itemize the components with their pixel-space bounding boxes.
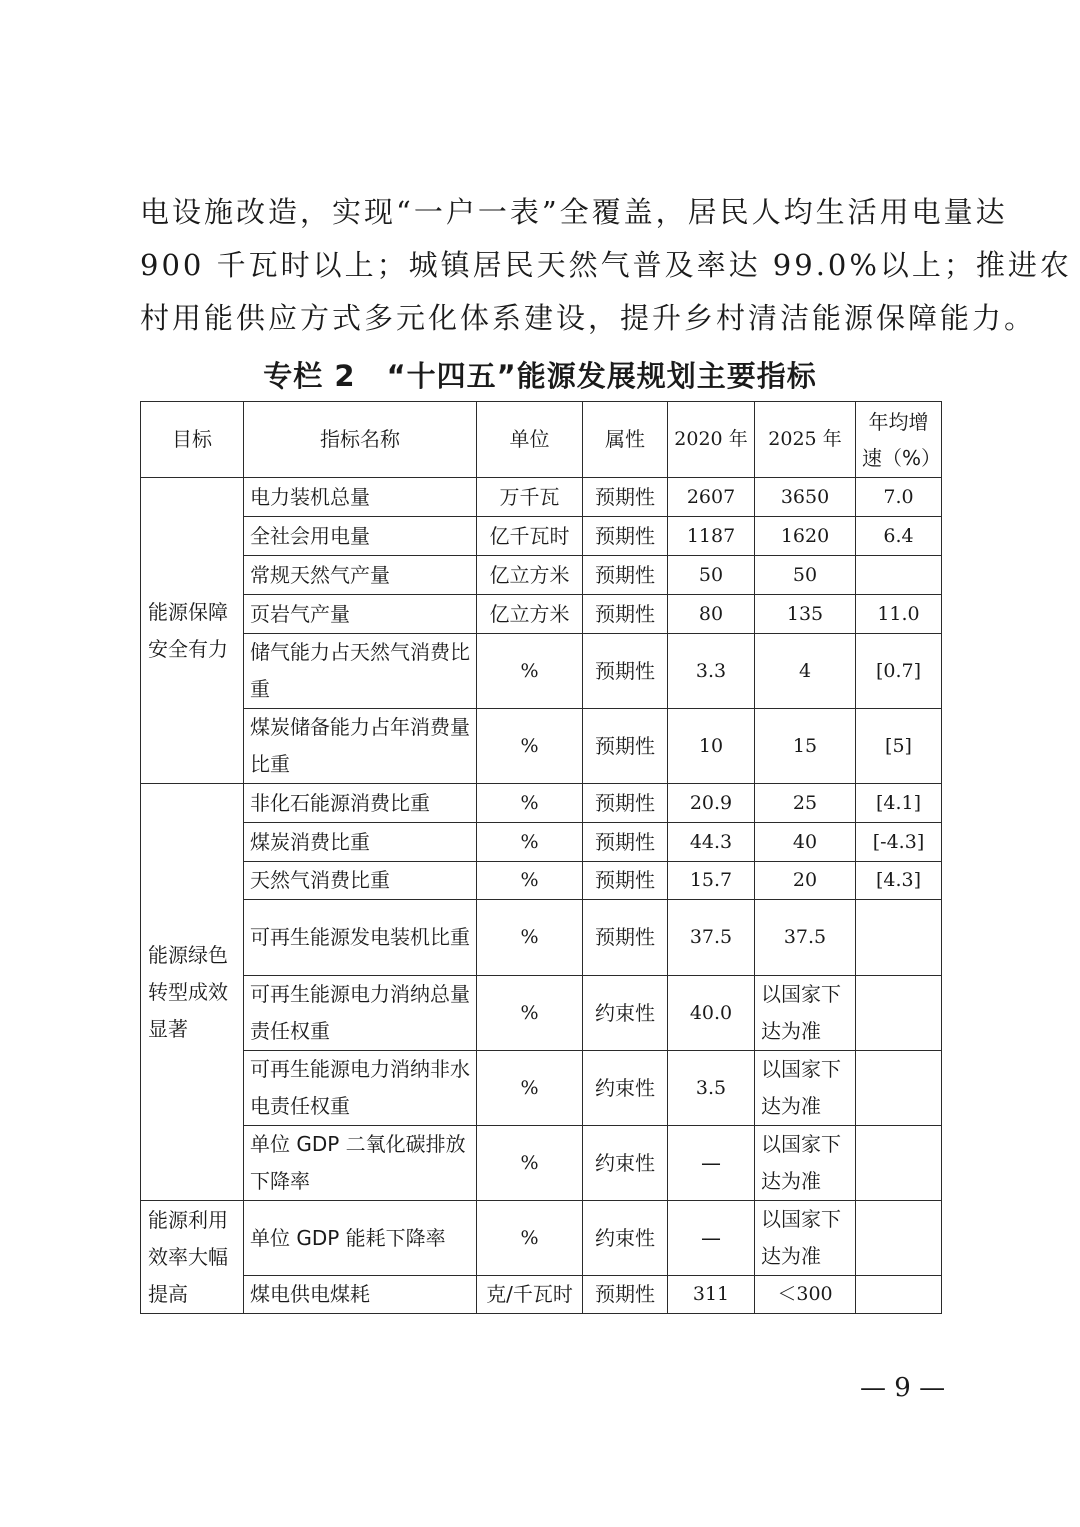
- value-2025: 以国家下达为准: [755, 976, 856, 1051]
- value-2025: 40: [755, 823, 856, 862]
- indicator-attr: 预期性: [583, 517, 668, 556]
- table-row: [141, 634, 942, 709]
- value-2025: 50: [755, 556, 856, 595]
- indicator-attr: 约束性: [583, 1201, 668, 1276]
- indicator-name: 煤炭消费比重: [244, 823, 477, 862]
- value-growth: [856, 556, 942, 595]
- value-2020: 15.7: [668, 862, 755, 900]
- value-growth: [4.3]: [856, 862, 942, 900]
- value-2020: 44.3: [668, 823, 755, 862]
- table-row: [141, 1201, 942, 1276]
- paragraph-line: 村用能供应方式多元化体系建设，提升乡村清洁能源保障能力。: [140, 301, 1037, 335]
- value-2025: 135: [755, 595, 856, 634]
- value-2020: 37.5: [668, 900, 755, 976]
- header-unit: 单位: [477, 402, 583, 478]
- value-2020: 3.3: [668, 634, 755, 709]
- indicator-attr: 预期性: [583, 556, 668, 595]
- indicator-name: 常规天然气产量: [244, 556, 477, 595]
- table-row: [141, 709, 942, 784]
- value-2025: 4: [755, 634, 856, 709]
- value-growth: [856, 976, 942, 1051]
- value-2025: 25: [755, 784, 856, 823]
- indicator-attr: 预期性: [583, 634, 668, 709]
- value-growth: [5]: [856, 709, 942, 784]
- value-2020: 80: [668, 595, 755, 634]
- value-2020: —: [668, 1126, 755, 1201]
- value-2020: 10: [668, 709, 755, 784]
- indicator-unit: %: [477, 823, 583, 862]
- indicator-attr: 预期性: [583, 823, 668, 862]
- value-2025: 以国家下达为准: [755, 1126, 856, 1201]
- indicator-name: 非化石能源消费比重: [244, 784, 477, 823]
- table-title-text: “十四五”能源发展规划主要指标: [386, 359, 817, 393]
- value-2020: —: [668, 1201, 755, 1276]
- group-label: 能源保障安全有力: [141, 478, 244, 784]
- value-2020: 2607: [668, 478, 755, 517]
- indicator-name: 可再生能源发电装机比重: [244, 900, 477, 976]
- indicator-attr: 预期性: [583, 784, 668, 823]
- value-growth: [856, 1276, 942, 1314]
- header-attr: 属性: [583, 402, 668, 478]
- table-row: [141, 900, 942, 976]
- indicator-unit: 亿立方米: [477, 556, 583, 595]
- indicator-name: 全社会用电量: [244, 517, 477, 556]
- header-2025: 2025 年: [755, 402, 856, 478]
- table-row: [141, 517, 942, 556]
- indicator-attr: 约束性: [583, 976, 668, 1051]
- indicator-attr: 预期性: [583, 478, 668, 517]
- value-2020: 50: [668, 556, 755, 595]
- table-row: [141, 1051, 942, 1126]
- value-growth: [856, 1051, 942, 1126]
- table-header-row: [141, 402, 942, 478]
- value-2020: 311: [668, 1276, 755, 1314]
- paragraph-line: 900 千瓦时以上；城镇居民天然气普及率达 99.0%以上；推进农: [140, 248, 1072, 282]
- value-growth: 11.0: [856, 595, 942, 634]
- value-2020: 3.5: [668, 1051, 755, 1126]
- indicator-unit: %: [477, 1126, 583, 1201]
- table-row: [141, 976, 942, 1051]
- indicator-unit: %: [477, 976, 583, 1051]
- header-growth: 年均增速（%）: [856, 402, 942, 478]
- header-2020: 2020 年: [668, 402, 755, 478]
- indicator-name: 电力装机总量: [244, 478, 477, 517]
- indicator-name: 页岩气产量: [244, 595, 477, 634]
- value-2025: 1620: [755, 517, 856, 556]
- value-growth: 7.0: [856, 478, 942, 517]
- value-2020: 40.0: [668, 976, 755, 1051]
- indicator-unit: %: [477, 862, 583, 900]
- indicator-unit: %: [477, 709, 583, 784]
- energy-indicators-table: [140, 401, 942, 1314]
- indicator-unit: 克/千瓦时: [477, 1276, 583, 1314]
- table-row: [141, 1126, 942, 1201]
- value-growth: [856, 900, 942, 976]
- value-growth: [0.7]: [856, 634, 942, 709]
- value-2025: 15: [755, 709, 856, 784]
- value-2025: 以国家下达为准: [755, 1051, 856, 1126]
- paragraph-line: 电设施改造，实现“一户一表”全覆盖，居民人均生活用电量达: [140, 195, 1008, 229]
- indicator-name: 可再生能源电力消纳非水电责任权重: [244, 1051, 477, 1126]
- table-row: [141, 823, 942, 862]
- table-row: [141, 784, 942, 823]
- indicator-name: 可再生能源电力消纳总量责任权重: [244, 976, 477, 1051]
- group-label: 能源绿色转型成效显著: [141, 784, 244, 1201]
- indicator-attr: 约束性: [583, 1126, 668, 1201]
- value-growth: [856, 1201, 942, 1276]
- table-row: [141, 1276, 942, 1314]
- value-growth: [-4.3]: [856, 823, 942, 862]
- value-growth: [4.1]: [856, 784, 942, 823]
- value-2025: 3650: [755, 478, 856, 517]
- table-title-column: 专栏 2: [263, 359, 356, 393]
- indicator-attr: 预期性: [583, 1276, 668, 1314]
- table-row: [141, 595, 942, 634]
- indicator-name: 单位 GDP 二氧化碳排放下降率: [244, 1126, 477, 1201]
- value-2020: 1187: [668, 517, 755, 556]
- indicator-unit: 亿千瓦时: [477, 517, 583, 556]
- indicator-attr: 约束性: [583, 1051, 668, 1126]
- indicator-unit: 亿立方米: [477, 595, 583, 634]
- group-label: 能源利用效率大幅提高: [141, 1201, 244, 1314]
- table-row: [141, 862, 942, 900]
- indicator-name: 煤炭储备能力占年消费量比重: [244, 709, 477, 784]
- indicator-unit: %: [477, 784, 583, 823]
- indicator-unit: 万千瓦: [477, 478, 583, 517]
- indicator-attr: 预期性: [583, 595, 668, 634]
- indicator-name: 单位 GDP 能耗下降率: [244, 1201, 477, 1276]
- indicator-name: 煤电供电煤耗: [244, 1276, 477, 1314]
- indicator-unit: %: [477, 900, 583, 976]
- indicator-name: 储气能力占天然气消费比重: [244, 634, 477, 709]
- indicator-unit: %: [477, 634, 583, 709]
- value-2025: ＜300: [755, 1276, 856, 1314]
- value-2025: 以国家下达为准: [755, 1201, 856, 1276]
- value-growth: [856, 1126, 942, 1201]
- value-2020: 20.9: [668, 784, 755, 823]
- value-2025: 20: [755, 862, 856, 900]
- header-goal: 目标: [141, 402, 244, 478]
- table-row: [141, 478, 942, 517]
- value-2025: 37.5: [755, 900, 856, 976]
- page-number: — 9 —: [860, 1373, 946, 1403]
- table-row: [141, 556, 942, 595]
- indicator-attr: 预期性: [583, 900, 668, 976]
- body-paragraph: [140, 186, 1072, 345]
- indicator-name: 天然气消费比重: [244, 862, 477, 900]
- indicator-unit: %: [477, 1201, 583, 1276]
- indicator-attr: 预期性: [583, 709, 668, 784]
- header-name: 指标名称: [244, 402, 477, 478]
- table-title: [140, 352, 940, 400]
- indicator-attr: 预期性: [583, 862, 668, 900]
- indicator-unit: %: [477, 1051, 583, 1126]
- value-growth: 6.4: [856, 517, 942, 556]
